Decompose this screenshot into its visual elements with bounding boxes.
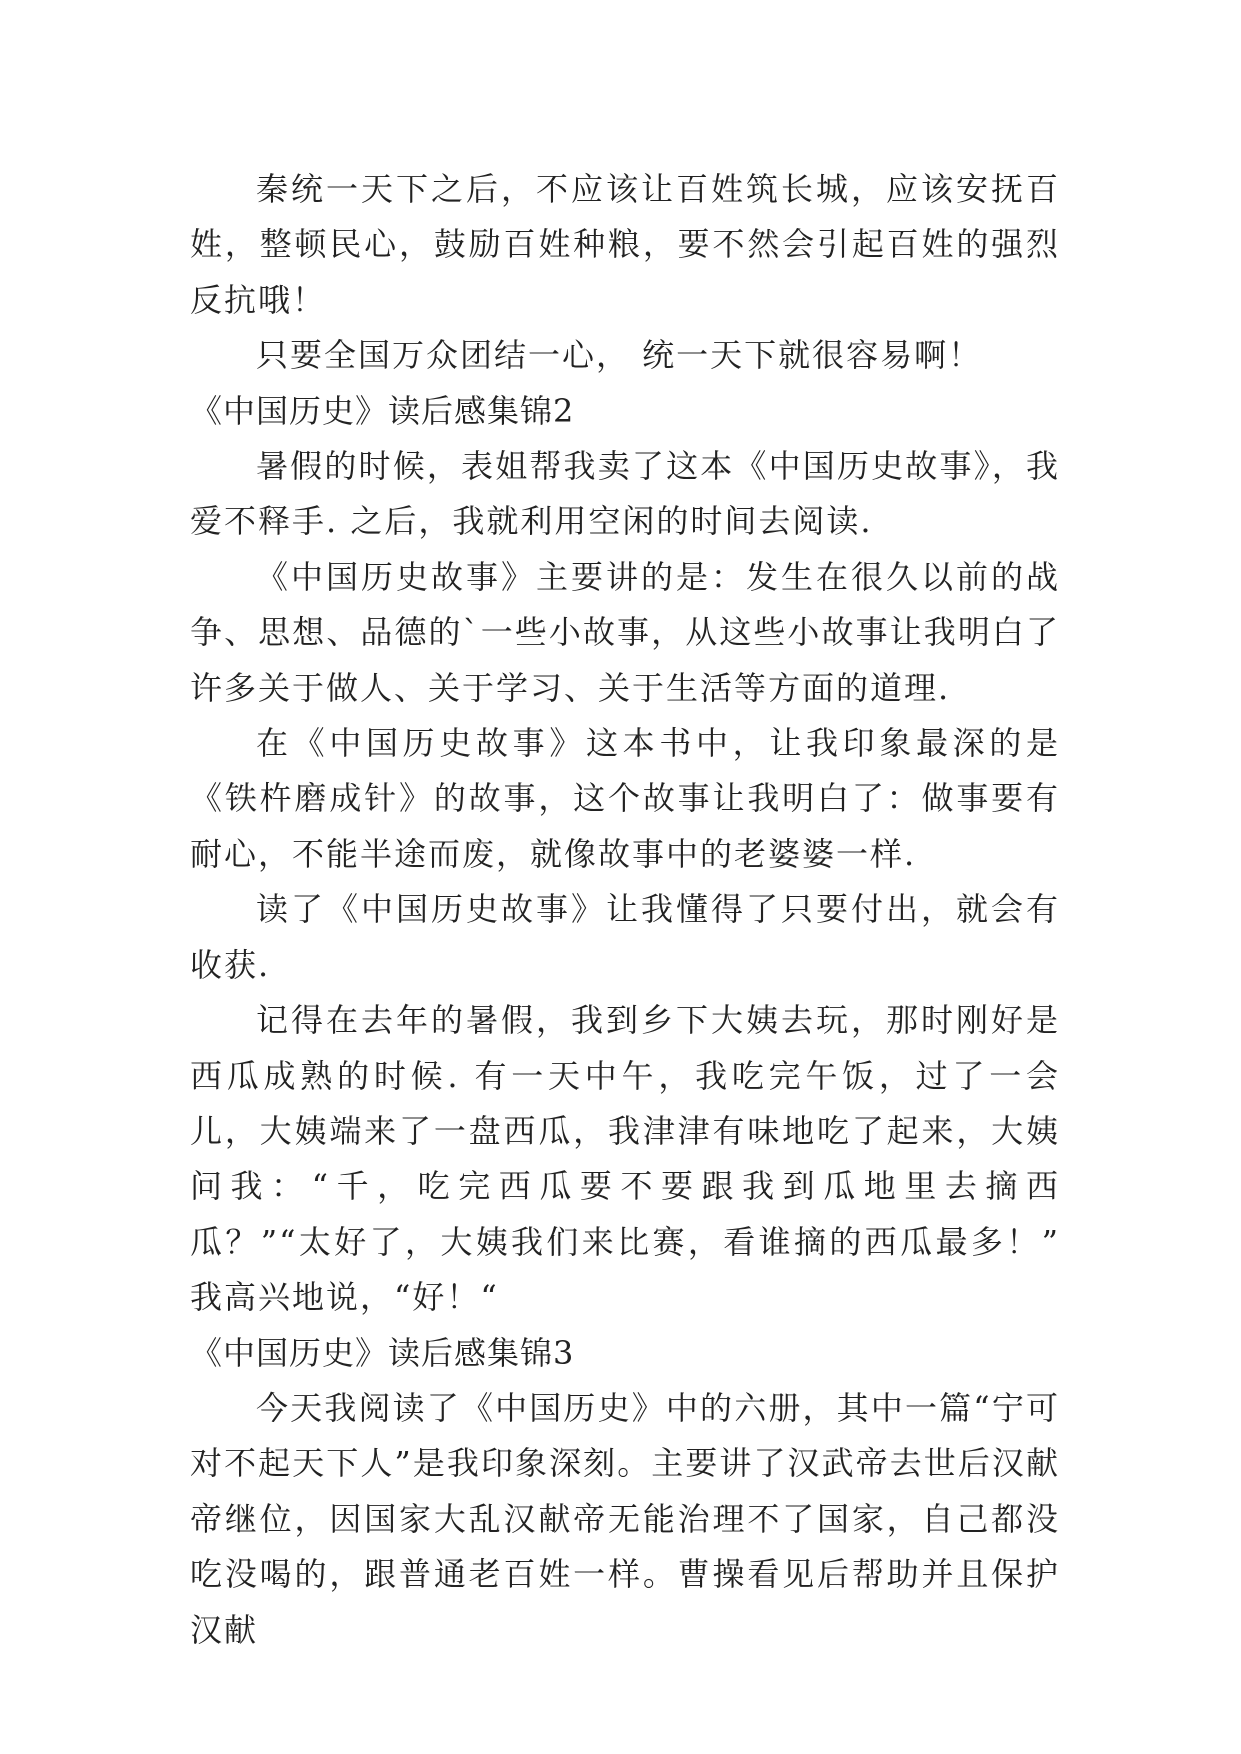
section-heading: 《中国历史》读后感集锦3 [190,1333,575,1372]
paragraph: 只要全国万众团结一心， 统一天下就很容易啊！ [256,336,983,375]
paragraph: 读了《中国历史故事》让我懂得了只要付出，就会有收获. [190,890,1060,984]
paragraph: 今天我阅读了《中国历史》中的六册，其中一篇“宁可对不起天下人”是我印象深刻。主要讲了汉武帝去世后汉献帝继位，因国家大乱汉献帝无能治理不了国家，自己都没吃没喝的，跟普通老百姓一样。曹操看见后帮助并且保护汉献 [190,1388,1060,1649]
section-heading: 《中国历史》读后感集锦2 [190,391,575,430]
paragraph: 暑假的时候，表姐帮我卖了这本《中国历史故事》，我爱不释手. 之后，我就利用空闲的时间去阅读. [190,447,1060,541]
paragraph: 在《中国历史故事》这本书中，让我印象最深的是《铁杵磨成针》的故事，这个故事让我明白了：做事要有耐心，不能半途而废，就像故事中的老婆婆一样. [190,724,1060,873]
paragraph: 秦统一天下之后，不应该让百姓筑长城，应该安抚百姓，整顿民心，鼓励百姓种粮，要不然会引起百姓的强烈反抗哦！ [190,170,1060,319]
paragraph: 记得在去年的暑假，我到乡下大姨去玩，那时刚好是西瓜成熟的时候. 有一天中午，我吃完午饭，过了一会儿，大姨端来了一盘西瓜，我津津有味地吃了起来，大姨问我：“千，吃完西瓜要不要跟我到瓜地里去摘西瓜？”“太好了，大姨我们来比赛，看谁摘的西瓜最多！” 我高兴地说，“好！“ [190,1001,1060,1317]
document-body [190,162,1060,1658]
paragraph: 《中国历史故事》主要讲的是：发生在很久以前的战争、思想、品德的`一些小故事，从这些小故事让我明白了许多关于做人、关于学习、关于生活等方面的道理. [190,557,1060,707]
